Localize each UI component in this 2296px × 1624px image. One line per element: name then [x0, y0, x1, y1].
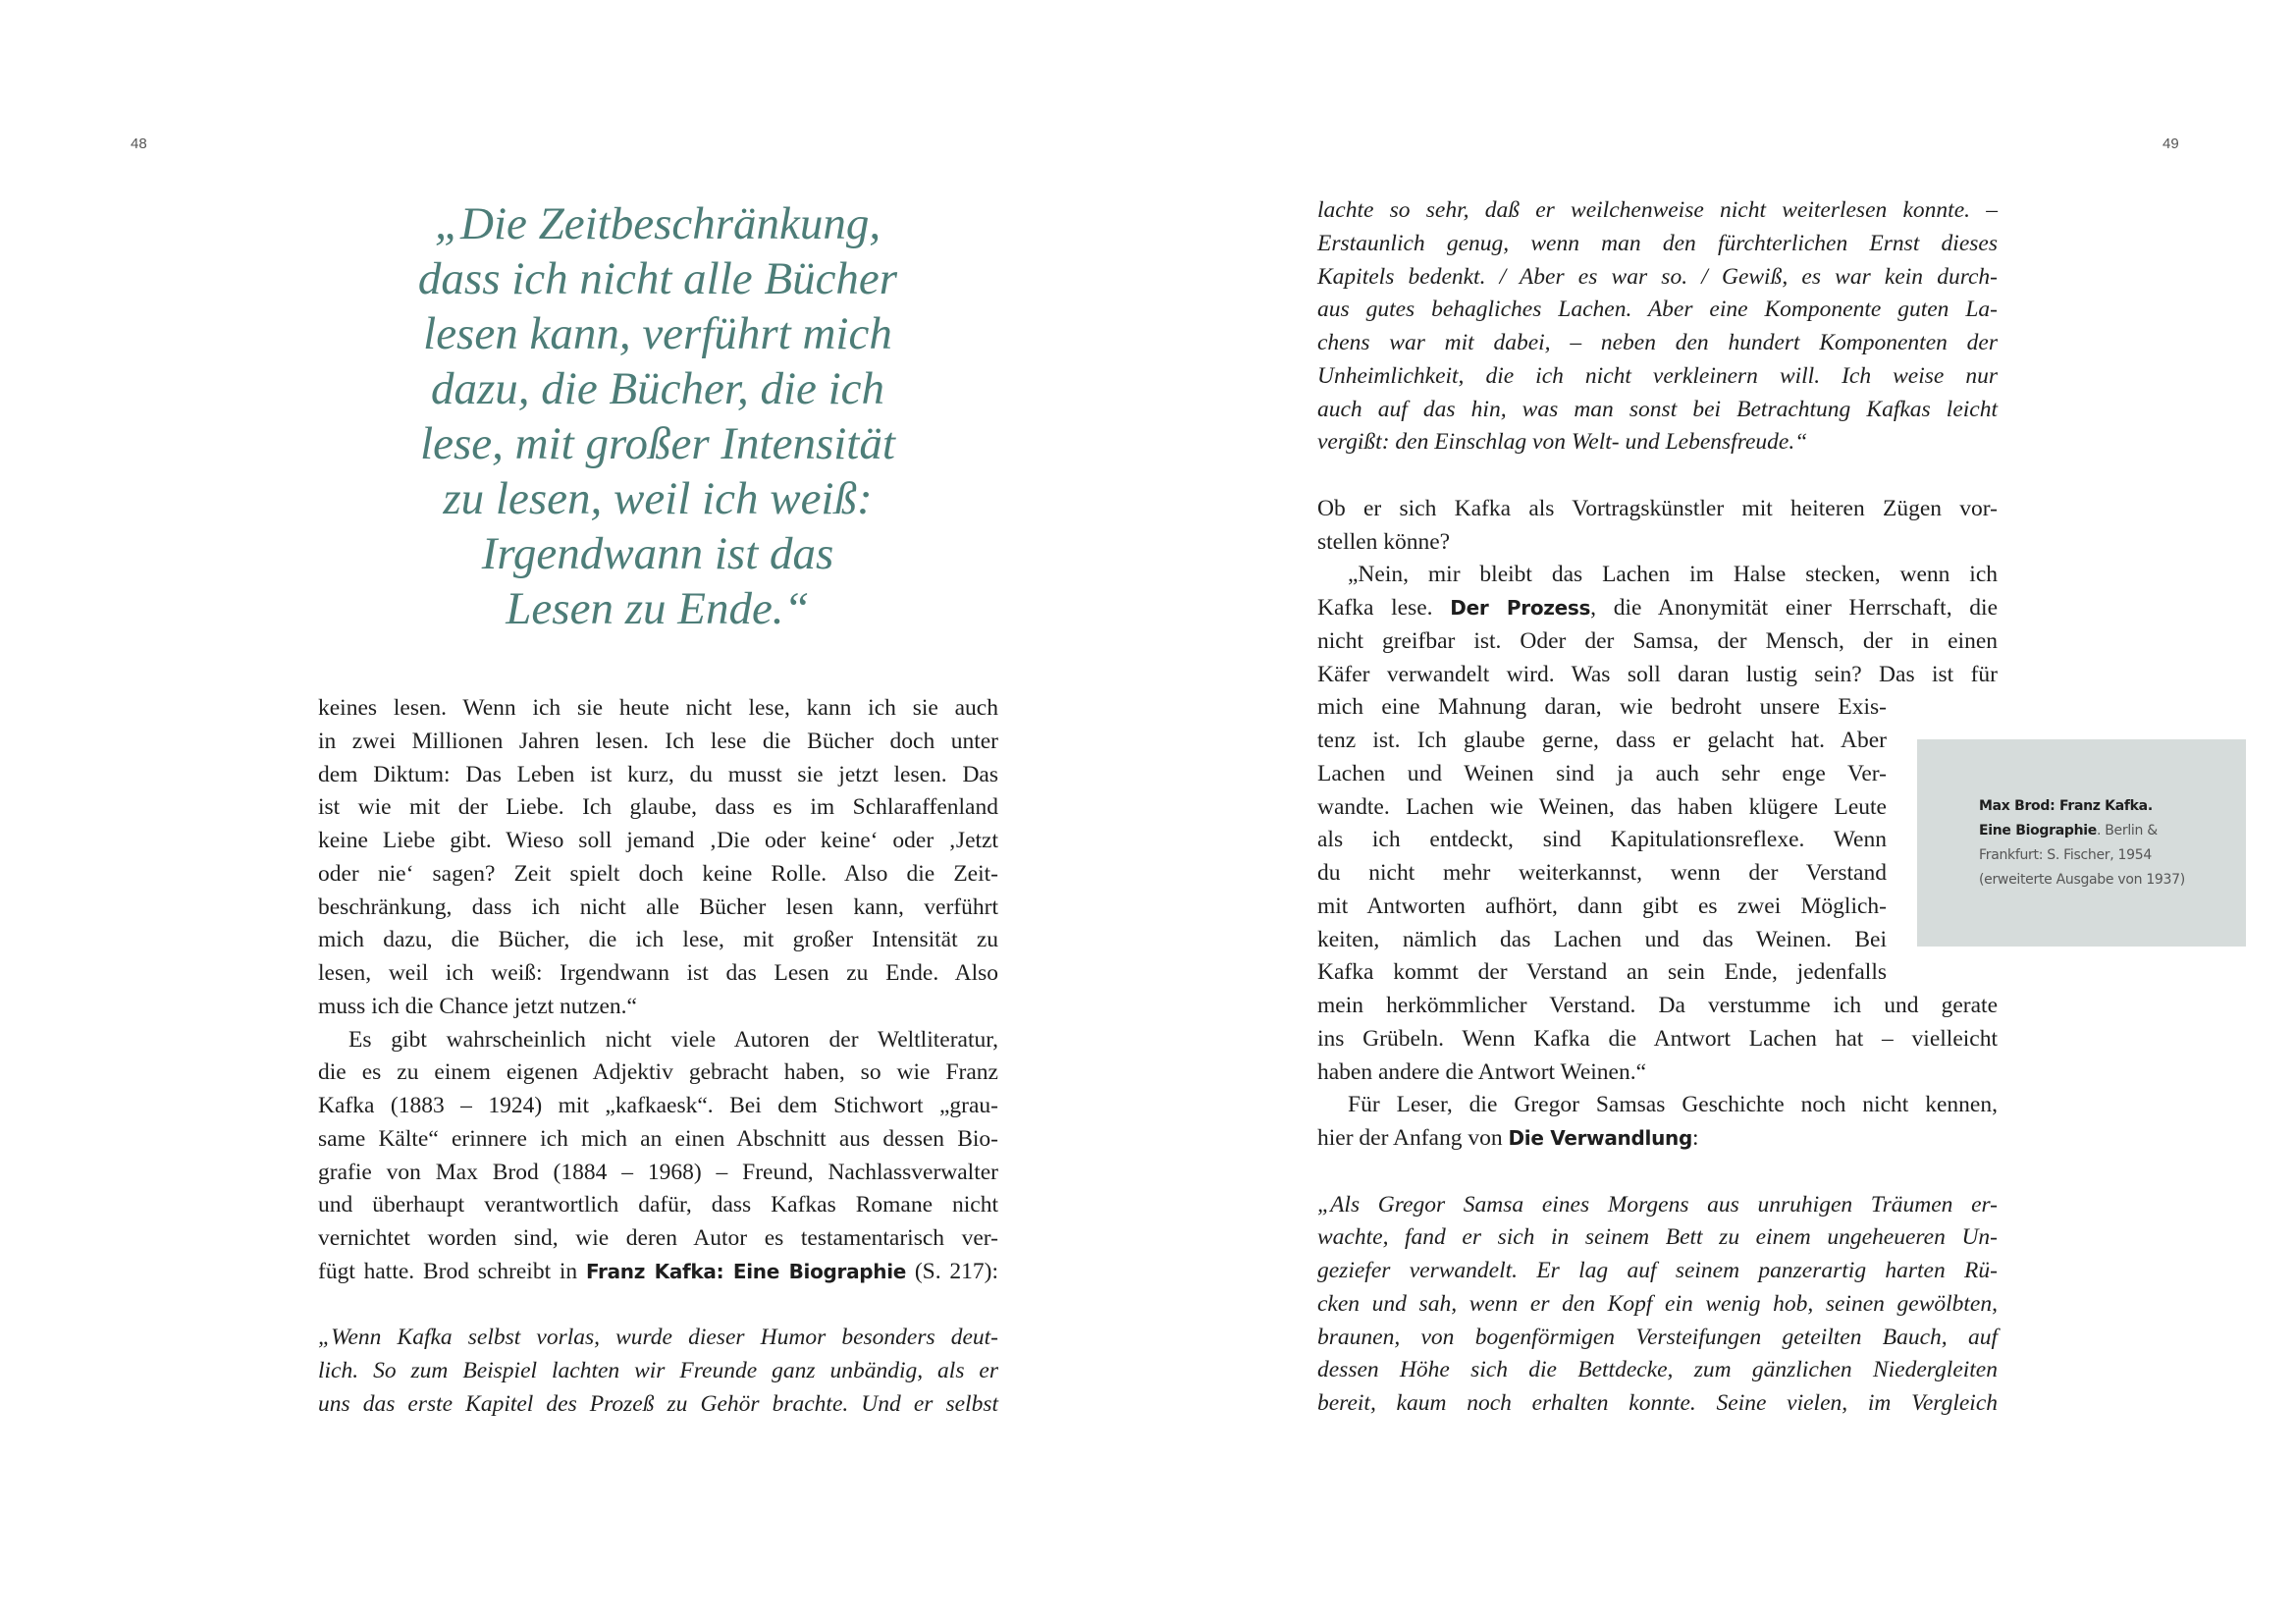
text-line: [1317, 1387, 1998, 1421]
text-segment: fügt hatte. Brod schreibt in: [318, 1258, 586, 1284]
text-segment: aus gutes behagliches Lachen. Aber eine Komponente guten La-: [1317, 297, 1998, 323]
text-line: [1317, 857, 1887, 891]
book-title: Der Prozess: [1450, 596, 1591, 620]
pull-quote-line: „Die Zeitbeschränkung,: [434, 198, 881, 249]
text-segment: die es zu einem eigenen Adjektiv gebracht haben, so wie Franz: [318, 1059, 998, 1086]
text-segment: Erstaunlich genug, wenn man den fürchterlichen Ernst dieses: [1317, 230, 1998, 256]
text-segment: nicht greifbar ist. Oder der Samsa, der Mensch, der in einen: [1317, 627, 1998, 654]
book-title: Die Verwandlung: [1508, 1126, 1692, 1150]
book-title: Franz Kafka: Eine Biographie: [585, 1259, 907, 1283]
text-line: [318, 1388, 998, 1422]
paragraph: [318, 1024, 998, 1289]
text-segment: als ich entdeckt, sind Kapitulationsreflexe. Wenn: [1317, 827, 1887, 853]
text-line: [1317, 691, 1887, 725]
text-segment: stellen könne?: [1317, 528, 1451, 555]
text-segment: dessen Höhe sich die Bettdecke, zum gänzlichen Niedergleiten: [1317, 1357, 1998, 1383]
source-detail: . Berlin &: [2096, 823, 2158, 839]
pull-quote-line: lesen kann, verführt mich: [423, 308, 892, 359]
text-segment: lich. So zum Beispiel lachten wir Freunde ganz unbändig, als er: [318, 1358, 998, 1383]
text-segment: hier der Anfang von: [1317, 1125, 1509, 1151]
text-line: [318, 726, 998, 759]
text-segment: cken und sah, wenn er den Kopf ein wenig hob, seinen gewölbten,: [1317, 1290, 1998, 1317]
text-line: [1317, 1221, 1998, 1255]
text-line: [318, 858, 998, 892]
text-segment: Kafka (1883 – 1924) mit „kafkaesk“. Bei dem Stichwort „grau-: [318, 1093, 998, 1118]
block-quote: [318, 1322, 998, 1421]
text-segment: :: [1691, 1125, 1699, 1151]
text-line: [318, 991, 998, 1024]
block-quote: [1317, 1189, 1998, 1421]
text-segment: , die Anonymität einer Herrschaft, die: [1590, 595, 1999, 621]
text-line: [1317, 1322, 1998, 1355]
text-line: [318, 1189, 998, 1222]
text-line: [318, 1056, 998, 1090]
text-segment: uns das erste Kapitel des Prozeß zu Gehör brachte. Und er selbst: [318, 1390, 998, 1417]
text-segment: Es gibt wahrscheinlich nicht viele Autoren der Weltliteratur,: [348, 1026, 998, 1053]
pull-quote-line: Irgendwann ist das: [481, 528, 834, 579]
text-line: [1317, 426, 1998, 460]
source-edition: (erweiterte Ausgabe von 1937): [1979, 872, 2185, 888]
text-line: [318, 1024, 998, 1057]
text-segment: in zwei Millionen Jahren lesen. Ich lese die Bücher doch unter: [318, 728, 998, 754]
text-line: [318, 791, 998, 825]
text-line: [318, 924, 998, 957]
text-line: [1317, 228, 1998, 261]
text-segment: Unheimlichkeit, die ich nicht verkleinern will. Ich weise nur: [1317, 362, 1998, 389]
source-subtitle: Eine Biographie: [1979, 823, 2097, 839]
text-line: [1317, 294, 1998, 327]
text-segment: vergißt: den Einschlag von Welt- und Lebensfreude.“: [1317, 429, 1808, 456]
pull-quote: [324, 196, 991, 636]
text-line: [1317, 394, 1998, 427]
page-number-left: 48: [131, 135, 147, 152]
text-line: [1317, 194, 1998, 228]
text-segment: Kapitels bedenkt. / Aber es war so. / Gewiß, es war kein durch-: [1317, 263, 1998, 290]
text-segment: dem Diktum: Das Leben ist kurz, du musst sie jetzt lesen. Das: [318, 761, 998, 787]
block-quote: [1317, 194, 1998, 460]
text-segment: auch auf das hin, was man sonst bei Betrachtung Kafkas leicht: [1317, 396, 1998, 422]
text-line: [318, 1322, 998, 1355]
text-line: [1317, 1189, 1998, 1222]
text-line: [318, 1123, 998, 1157]
text-line: [1317, 725, 1887, 758]
text-segment: du nicht mehr weiterkannst, wenn der Verstand: [1317, 860, 1887, 886]
text-line: [1317, 791, 1887, 825]
text-segment: oder nie‘ sagen? Zeit spielt doch keine Rolle. Also die Zeit-: [318, 860, 998, 887]
source-title: Max Brod: Franz Kafka.: [1979, 798, 2153, 814]
text-line: [318, 1157, 998, 1190]
paragraph: [318, 692, 998, 1024]
text-segment: braunen, von bogenförmigen Versteifungen geteilten Bauch, auf: [1317, 1324, 1998, 1350]
text-segment: und überhaupt verantwortlich dafür, dass Kafkas Romane nicht: [318, 1192, 998, 1218]
text-segment: muss ich die Chance jetzt nutzen.“: [318, 993, 637, 1019]
pull-quote-line: lese, mit großer Intensität: [420, 418, 895, 469]
text-line: [1317, 327, 1998, 360]
text-segment: lesen, weil ich weiß: Irgendwann ist das Lesen zu Ende. Also: [318, 960, 998, 986]
text-segment: Für Leser, die Gregor Samsas Geschichte noch nicht kennen,: [1348, 1092, 1998, 1118]
text-segment: keine Liebe gibt. Wieso soll jemand ‚Die oder keine‘ oder ‚Jetzt: [318, 828, 998, 853]
text-segment: keines lesen. Wenn ich sie heute nicht lese, kann ich sie auch: [318, 695, 998, 721]
left-page-body: [318, 692, 998, 1422]
text-line: [318, 1090, 998, 1123]
text-line: [1317, 990, 1998, 1023]
text-segment: grafie von Max Brod (1884 – 1968) – Freund, Nachlassverwalter: [318, 1159, 998, 1185]
text-segment: bereit, kaum noch erhalten konnte. Seine vielen, im Vergleich: [1317, 1390, 1998, 1416]
text-segment: ist wie mit der Liebe. Ich glaube, dass es im Schlaraffenland: [318, 794, 998, 821]
text-line: [318, 1256, 998, 1289]
text-segment: „Als Gregor Samsa eines Morgens aus unruhigen Träumen er-: [1317, 1191, 1998, 1218]
pull-quote-line: dazu, die Bücher, die ich: [430, 363, 885, 414]
text-line: [1317, 559, 1998, 592]
text-segment: „Wenn Kafka selbst vorlas, wurde dieser Humor besonders deut-: [318, 1325, 998, 1351]
text-line: [1317, 360, 1998, 394]
text-segment: Käfer verwandelt wird. Was soll daran lustig sein? Das ist für: [1317, 661, 1998, 687]
text-line: [1317, 526, 1998, 560]
text-segment: geziefer verwandelt. Er lag auf seinem panzerartig harten Rü-: [1317, 1258, 1998, 1283]
text-segment: Kafka lese.: [1317, 595, 1451, 621]
text-line: [318, 1222, 998, 1256]
text-line: [1317, 758, 1887, 791]
text-line: [1317, 493, 1998, 526]
text-line: [1317, 1122, 1998, 1156]
text-segment: mich dazu, die Bücher, die ich lese, mit großer Intensität zu: [318, 927, 998, 953]
text-segment: wandte. Lachen wie Weinen, das haben klügere Leute: [1317, 793, 1887, 820]
text-segment: same Kälte“ erinnere ich mich an einen Abschnitt aus dessen Bio-: [318, 1125, 998, 1152]
text-segment: keiten, nämlich das Lachen und das Weinen. Bei: [1317, 926, 1887, 952]
text-line: [1317, 261, 1998, 295]
text-line: [1317, 1354, 1998, 1387]
text-line: [1317, 659, 1998, 692]
text-segment: wachte, fand er sich in seinem Bett zu einem ungeheueren Un-: [1317, 1224, 1998, 1251]
text-segment: mit Antworten aufhört, dann gibt es zwei Möglich-: [1317, 893, 1887, 919]
text-segment: „Nein, mir bleibt das Lachen im Halse stecken, wenn ich: [1348, 562, 1998, 588]
text-segment: haben andere die Antwort Weinen.“: [1317, 1058, 1647, 1085]
text-segment: chens war mit dabei, – neben den hundert Komponenten der: [1317, 330, 1998, 355]
pull-quote-line: zu lesen, weil ich weiß:: [443, 473, 873, 524]
text-line: [318, 957, 998, 991]
text-segment: beschränkung, dass ich nicht alle Bücher lesen kann, verführt: [318, 893, 998, 920]
text-segment: Kafka kommt der Verstand an sein Ende, jedenfalls: [1317, 959, 1887, 986]
text-segment: vernichtet worden sind, wie deren Autor es testamentarisch ver-: [318, 1225, 998, 1251]
text-line: [1317, 891, 1887, 924]
text-line: [1317, 1089, 1998, 1122]
text-segment: (S. 217):: [906, 1258, 999, 1284]
text-segment: Lachen und Weinen sind ja auch sehr enge Ver-: [1317, 760, 1887, 786]
page-number-right: 49: [2163, 135, 2179, 152]
text-segment: mein herkömmlicher Verstand. Da verstumme ich und gerate: [1317, 993, 1998, 1018]
text-line: [318, 759, 998, 792]
source-note-box: [1917, 739, 2246, 947]
text-line: [318, 692, 998, 726]
paragraph: [1317, 559, 1998, 1089]
text-line: [1317, 625, 1998, 659]
paragraph: [1317, 1089, 1998, 1156]
text-line: [1317, 824, 1887, 857]
text-line: [1317, 1056, 1998, 1090]
text-line: [1317, 592, 1998, 625]
pull-quote-line: Lesen zu Ende.“: [506, 583, 810, 634]
pull-quote-line: dass ich nicht alle Bücher: [417, 253, 898, 304]
text-line: [318, 892, 998, 925]
right-page-body: [1317, 194, 1998, 1421]
text-segment: ins Grübeln. Wenn Kafka die Antwort Lachen hat – vielleicht: [1317, 1025, 1998, 1052]
text-segment: mich eine Mahnung daran, wie bedroht unsere Exis-: [1317, 694, 1887, 721]
text-line: [1317, 924, 1887, 957]
paragraph: [1317, 493, 1998, 560]
text-segment: tenz ist. Ich glaube gerne, dass er gelacht hat. Aber: [1317, 728, 1887, 753]
text-segment: lachte so sehr, daß er weilchenweise nicht weiterlesen konnte. –: [1317, 197, 1998, 223]
text-line: [1317, 956, 1887, 990]
text-line: [1317, 1023, 1998, 1056]
text-segment: Ob er sich Kafka als Vortragskünstler mit heiteren Zügen vor-: [1317, 495, 1998, 521]
text-line: [1317, 1255, 1998, 1288]
text-line: [1317, 1288, 1998, 1322]
source-publisher: Frankfurt: S. Fischer, 1954: [1979, 847, 2152, 863]
text-line: [318, 1355, 998, 1388]
text-line: [318, 825, 998, 858]
